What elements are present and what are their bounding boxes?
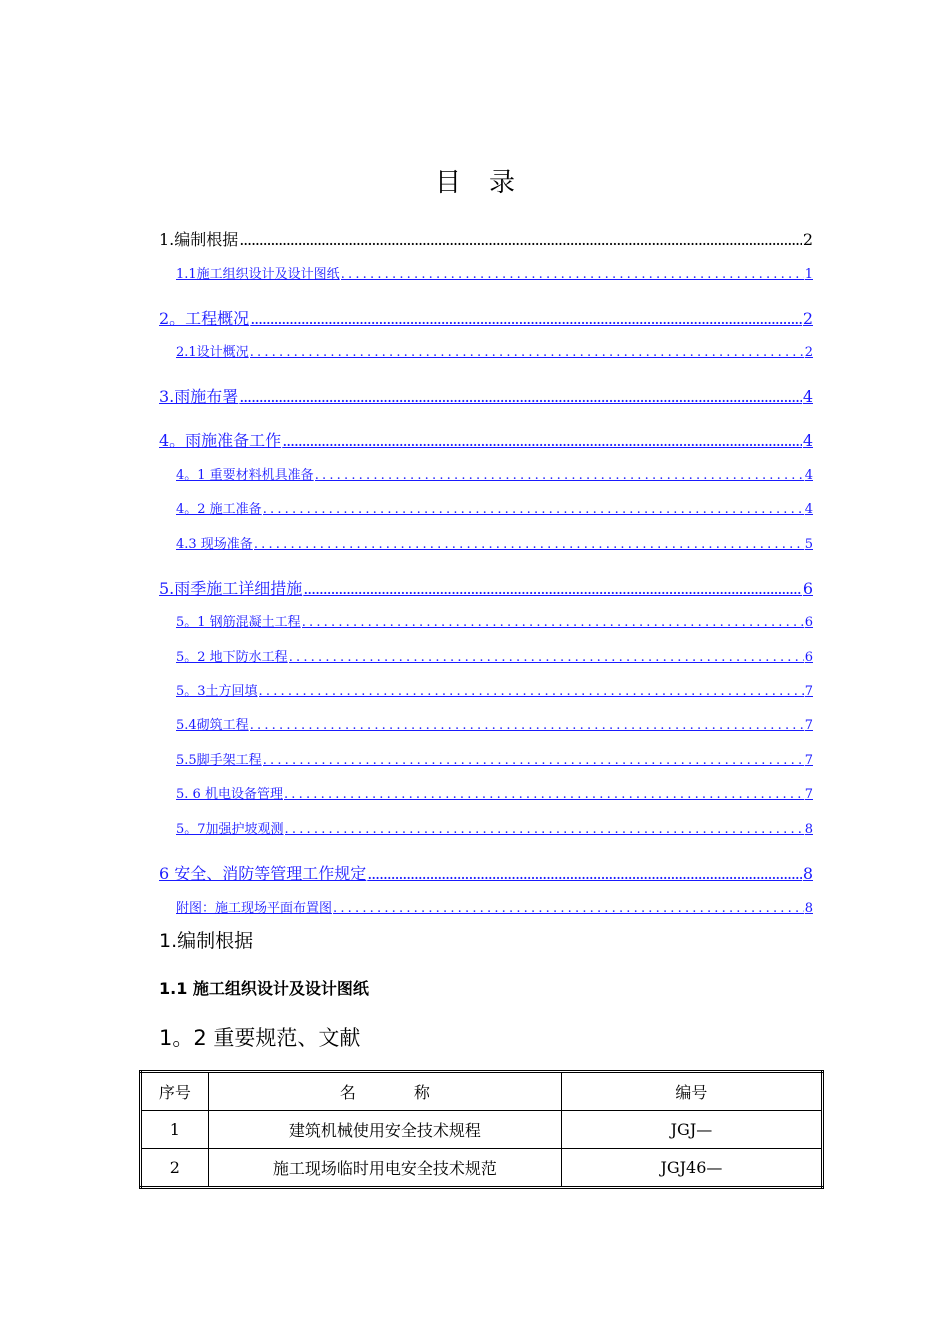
toc-leader [284,787,804,802]
toc-entry-3[interactable] [159,384,813,407]
cell-index: 2 [141,1149,209,1188]
toc-entry-page: 7 [804,718,813,733]
toc-entry-5-1[interactable] [176,611,813,630]
section-heading-1-2: 1。2 重要规范、文献 [159,1026,361,1050]
toc-leader [302,615,804,630]
header-code: 编号 [561,1072,822,1111]
toc-entry-4[interactable] [159,428,813,451]
toc-entry-1-1[interactable] [176,263,813,282]
toc-leader [289,650,804,665]
toc-leader [285,822,804,837]
toc-entry-5-6[interactable] [176,783,813,802]
toc-entry-text: 5。7加强护坡观测 [176,822,284,837]
toc-entry-page: 2 [802,309,813,328]
table-header-row [141,1072,823,1111]
toc-entry-text: 5.4砌筑工程 [176,718,249,733]
toc-entry-5-3[interactable] [176,680,813,699]
toc-title: 目录 [434,168,543,198]
toc-entry-text: 4.3 现场准备 [176,537,253,552]
toc-entry-text: 5。1 钢筋混凝土工程 [176,615,301,630]
toc-entry-text: 6 安全、消防等管理工作规定 [159,864,367,883]
toc-entry-2[interactable] [159,306,813,329]
toc-entry-text: 5.雨季施工详细措施 [159,579,303,598]
cell-code: JGJ— [561,1111,822,1149]
toc-entry-5[interactable] [159,576,813,599]
toc-entry-page: 2 [802,230,813,249]
section-heading-1: 1.编制根据 [159,930,254,952]
cell-code: JGJ46— [561,1149,822,1188]
toc-entry-page: 4 [804,502,813,517]
toc-entry-text: 5.5脚手架工程 [176,753,262,768]
toc-leader [259,684,804,699]
toc-leader [341,267,804,282]
toc-leader [239,387,802,406]
header-name: 名称 [208,1072,561,1111]
toc-leader [254,537,804,552]
toc-entry-page: 6 [802,579,813,598]
toc-leader [263,502,804,517]
toc-entry-text: 1.编制根据 [159,230,239,249]
toc-entry-page: 8 [804,901,813,916]
toc-entry-page: 6 [804,615,813,630]
toc-entry-text: 附图：施工现场平面布置图 [176,901,333,916]
toc-entry-5-4[interactable] [176,714,813,733]
toc-entry-5-7[interactable] [176,818,813,837]
toc-entry-text: 2。工程概况 [159,309,250,328]
toc-entry-4-3[interactable] [176,533,813,552]
toc-entry-text: 3.雨施布署 [159,387,239,406]
toc-leader [250,718,804,733]
toc-leader [250,309,802,328]
standards-table [139,1070,824,1189]
toc-entry-6[interactable] [159,861,813,884]
toc-entry-page: 5 [804,537,813,552]
toc-entry-page: 1 [804,267,813,282]
toc-leader [367,864,802,883]
toc-leader [239,230,802,249]
toc-entry-page: 4 [804,468,813,483]
toc-leader [282,431,802,450]
toc-leader [263,753,804,768]
cell-name: 建筑机械使用安全技术规程 [208,1111,561,1149]
toc-entry-text: 4。雨施准备工作 [159,431,282,450]
toc-entry-page: 4 [802,431,813,450]
toc-leader [250,345,804,360]
toc-leader [333,901,804,916]
cell-name: 施工现场临时用电安全技术规范 [208,1149,561,1188]
toc-entry-4-2[interactable] [176,498,813,517]
cell-index: 1 [141,1111,209,1149]
toc-entry-1[interactable] [159,227,813,250]
toc-entry-text: 1.1施工组织设计及设计图纸 [176,267,340,282]
toc-entry-page: 8 [804,822,813,837]
toc-entry-text: 5。2 地下防水工程 [176,650,288,665]
toc-entry-page: 8 [802,864,813,883]
toc-entry-2-1[interactable] [176,341,813,360]
toc-entry-page: 4 [802,387,813,406]
toc-entry-text: 5。3土方回填 [176,684,258,699]
toc-entry-page: 7 [804,753,813,768]
table-row [141,1111,823,1149]
toc-entry-page: 2 [804,345,813,360]
toc-entry-5-2[interactable] [176,646,813,665]
toc-leader [315,468,804,483]
toc-entry-5-5[interactable] [176,749,813,768]
toc-entry-text: 2.1设计概况 [176,345,249,360]
toc-entry-page: 6 [804,650,813,665]
table-row [141,1149,823,1188]
toc-entry-text: 5. 6 机电设备管理 [176,787,283,802]
toc-entry-text: 4。1 重要材料机具准备 [176,468,314,483]
toc-entry-page: 7 [804,787,813,802]
section-heading-1-1: 1.1 施工组织设计及设计图纸 [159,979,369,998]
toc-entry-appendix[interactable] [176,897,813,916]
toc-entry-page: 7 [804,684,813,699]
toc-entry-text: 4。2 施工准备 [176,502,262,517]
toc-leader [303,579,802,598]
toc-entry-4-1[interactable] [176,464,813,483]
header-index: 序号 [141,1072,209,1111]
